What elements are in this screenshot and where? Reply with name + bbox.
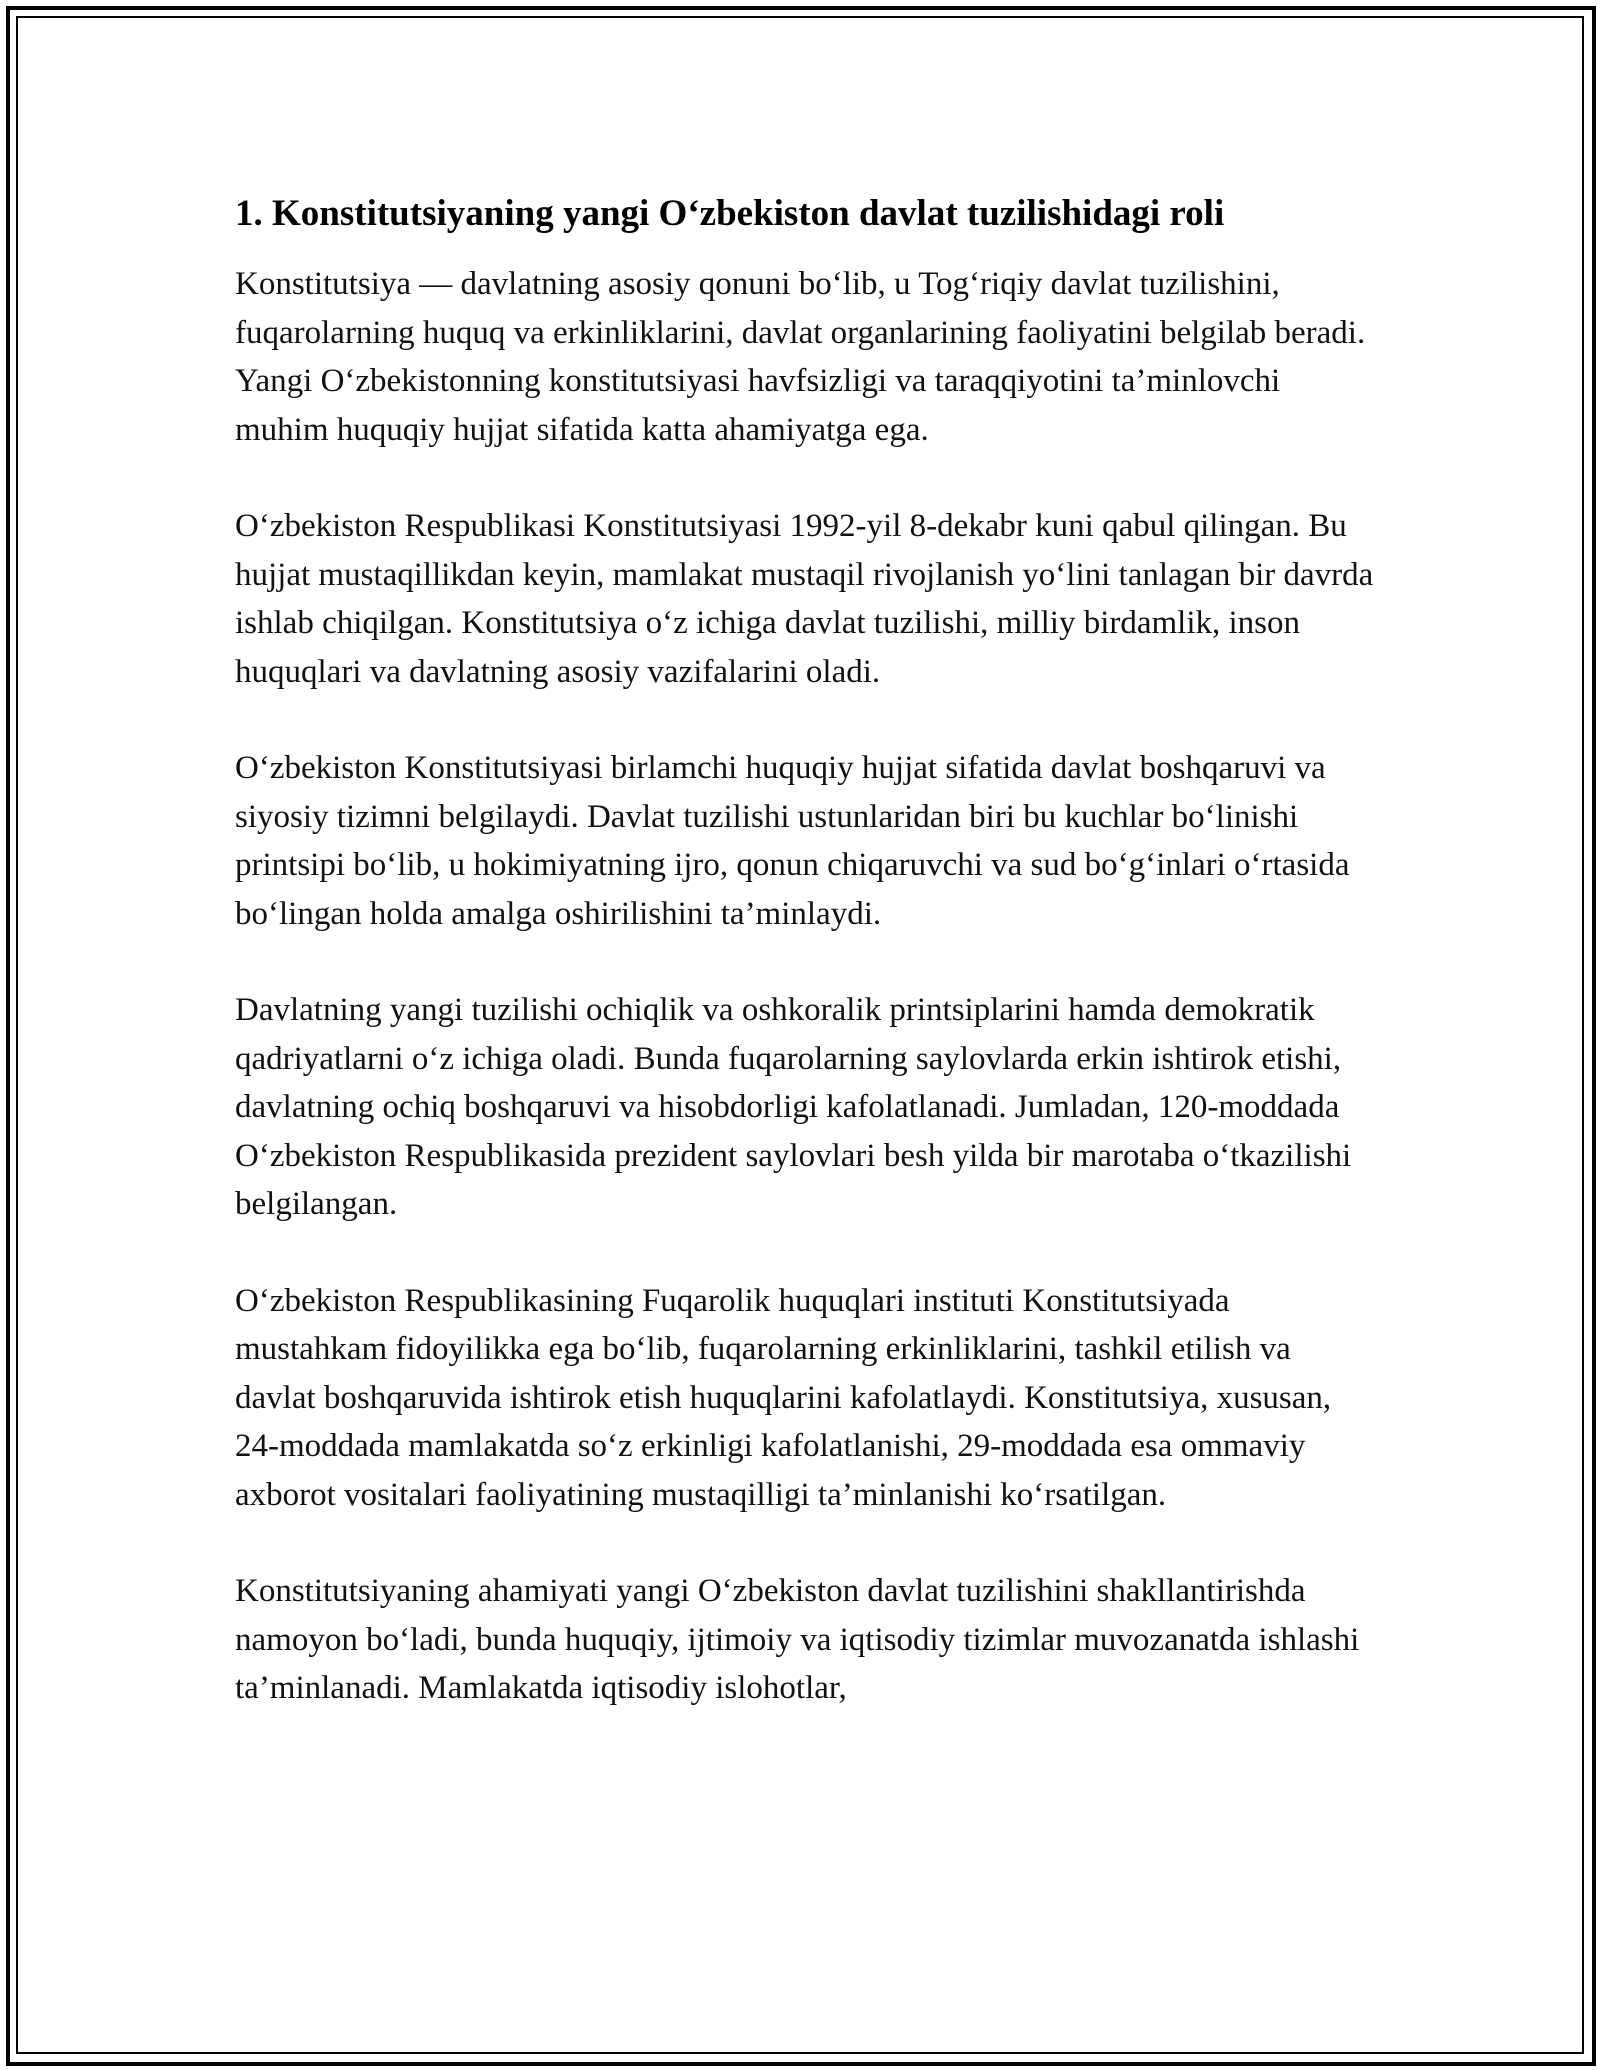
paragraph-1: Konstitutsiya — davlatning asosiy qonuni bo‘lib, u Tog‘riqiy davlat tuzilishini, fuqarolarning huquq va erkinliklarini, davlat organlarining faoliyatini belgilab beradi. Yangi O‘zbekistonning konstitutsiyasi havfsizligi va taraqqiyotini ta’minlovchi muhim huquqiy hujjat sifatida katta ahamiyatga ega. — [235, 266, 1366, 448]
paragraph-2: O‘zbekiston Respublikasi Konstitutsiyasi 1992-yil 8-dekabr kuni qabul qilingan. Bu hujjat mustaqillikdan keyin, mamlakat mustaqil rivojlanish yo‘lini tanlagan bir davrda ishlab chiqilgan. Konstitutsiya o‘z ichiga davlat tuzilishi, milliy birdamlik, inson huquqlari va davlatning asosiy vazifalarini oladi. — [235, 508, 1374, 690]
paragraph-4: Davlatning yangi tuzilishi ochiqlik va oshkoralik printsiplarini hamda demokratik qadriyatlarni o‘z ichiga oladi. Bunda fuqarolarning saylovlarda erkin ishtirok etishi, davlatning ochiq boshqaruvi va hisobdorligi kafolatlanadi. Jumladan, 120-moddada O‘zbekiston Respublikasida prezident saylovlari besh yilda bir marotaba o‘tkazilishi belgilangan. — [235, 992, 1352, 1222]
paragraph-5: O‘zbekiston Respublikasining Fuqarolik huquqlari instituti Konstitutsiyada mustahkam fidoyilikka ega bo‘lib, fuqarolarning erkinliklarini, tashkil etilish va davlat boshqaruvida ishtirok etish huquqlarini kafolatlaydi. Konstitutsiya, xususan, 24-moddada mamlakatda so‘z erkinligi kafolatlanishi, 29-moddada esa ommaviy axborot vositalari faoliyatining mustaqilligi ta’minlanishi ko‘rsatilgan. — [235, 1282, 1332, 1513]
document-body — [235, 188, 1375, 1761]
section-heading: 1. Konstitutsiyaning yangi O‘zbekiston davlat tuzilishidagi roli — [235, 193, 1225, 234]
paragraph-6: Konstitutsiyaning ahamiyati yangi O‘zbekiston davlat tuzilishini shakllantirishda namoyon bo‘ladi, bunda huquqiy, ijtimoiy va iqtisodiy tizimlar muvozanatda ishlashi ta’minlanadi. Mamlakatda iqtisodiy islohotlar, — [235, 1573, 1360, 1706]
paragraph-3: O‘zbekiston Konstitutsiyasi birlamchi huquqiy hujjat sifatida davlat boshqaruvi va siyosiy tizimni belgilaydi. Davlat tuzilishi ustunlaridan biri bu kuchlar bo‘linishi printsipi bo‘lib, u hokimiyatning ijro, qonun chiqaruvchi va sud bo‘g‘inlari o‘rtasida bo‘lingan holda amalga oshirilishini ta’minlaydi. — [235, 750, 1350, 932]
